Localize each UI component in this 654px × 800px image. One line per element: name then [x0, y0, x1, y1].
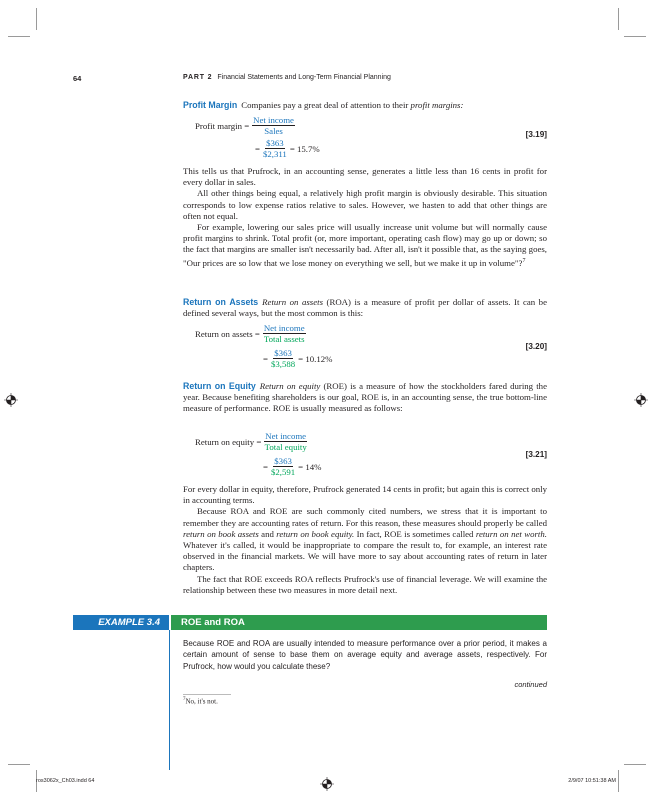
paragraph: All other things being equal, a relatively high profit margin is obviously desirable. This situation corresponds to low expense ratios relative to sales. However, we hasten to add that other things are often not equal. [183, 188, 547, 221]
running-head [183, 74, 391, 81]
slug-file: ros3062x_Ch03.indd 64 [36, 778, 95, 784]
example-rule [169, 630, 170, 770]
registration-mark-icon [634, 393, 648, 407]
footnote: $^7$No, it's not. [183, 697, 218, 706]
registration-mark-icon [4, 393, 18, 407]
footnote-rule [183, 694, 231, 695]
section-heading-profit-margin: Profit Margin [183, 100, 238, 110]
example-text: Because ROE and ROA are usually intended to measure performance over a prior period, it makes a certain amount of sense to base them on average equity and average assets, respectively. For Prufrock, how would you calculate these? [183, 639, 547, 671]
crop-mark [8, 36, 30, 37]
fraction: $\frac{\text{Net income}}{\text{Total equity}}$ [264, 431, 307, 452]
crop-mark [36, 8, 37, 30]
crop-mark [624, 36, 646, 37]
example-title: ROE and ROA [171, 615, 547, 630]
section-heading-roe: Return on Equity [183, 381, 256, 391]
registration-mark-icon [320, 777, 334, 791]
crop-mark [618, 8, 619, 30]
profit-margin-intro: Profit Margin Companies pay a great deal of attention to their profit margins: [183, 100, 464, 110]
crop-mark [618, 770, 619, 792]
roe-body [183, 484, 547, 596]
crop-mark [624, 764, 646, 765]
equation-roa: Return on assets = $\frac{\text{Net income}}{\text{Total assets}}$ = $\frac{\$363}{\$3,588}$ = 10.12% [3.20] [195, 323, 547, 369]
example-label: EXAMPLE 3.4 [73, 615, 169, 630]
equation-number: [3.19] [525, 130, 547, 139]
equation-number: [3.20] [525, 342, 547, 351]
fraction: $\frac{\text{Net income}}{\text{Sales}}$ [253, 115, 294, 136]
fraction: $\frac{\text{Net income}}{\text{Total assets}}$ [263, 323, 305, 344]
slug-timestamp: 2/9/07 10:51:38 AM [568, 778, 616, 784]
eq-label: Return on equity = [195, 436, 262, 447]
paragraph: For example, lowering our sales price will usually increase unit volume but will normally cause profit margins to shrink. Total profit (or, more important, operating cash flow) may go up or down; so the fact that margins are smaller isn't necessarily bad. After all, isn't it possible that, as the saying goes, "Our prices are so low that we lose money on everything we sell, but we make it up in volume"?$^7$ [183, 222, 547, 268]
eq-label: Return on assets = [195, 328, 260, 339]
paragraph: This tells us that Prufrock, in an accounting sense, generates a little less than 16 cents in profit for every dollar in sales. [183, 166, 547, 188]
paragraph: For every dollar in equity, therefore, Prufrock generated 14 cents in profit; but again this is correct only in accounting terms. [183, 484, 547, 506]
fraction: $\frac{\$363}{\$3,588}$ [270, 348, 296, 369]
paragraph: The fact that ROE exceeds ROA reflects Prufrock's use of financial leverage. We will examine the relationship between these two measures in more detail next. [183, 573, 547, 595]
footnote-ref: 7 [522, 257, 526, 264]
profit-margin-body [183, 166, 547, 269]
part-title: Financial Statements and Long-Term Financial Planning [217, 74, 391, 81]
crop-mark [8, 764, 30, 765]
roe-intro: Return on Equity Return on equity (ROE) is a measure of how the stockholders fared during the year. Because benefiting shareholders is our goal, ROE is, in an accounting sense, the true bottom-line measure of performance. ROE is usually measured as follows: [183, 381, 547, 414]
continued-label: continued [514, 680, 547, 689]
page-number: 64 [73, 74, 82, 83]
section-heading-roa: Return on Assets [183, 297, 259, 307]
part-label: PART 2 [183, 74, 213, 81]
fraction: $\frac{\$363}{\$2,311}$ [262, 138, 287, 159]
equation-profit-margin: Profit margin = $\frac{\text{Net income}}{\text{Sales}}$ = $\frac{\$363}{\$2,311}$ = 15.7% [3.19] [195, 115, 547, 159]
equation-roe: Return on equity = $\frac{\text{Net income}}{\text{Total equity}}$ = $\frac{\$363}{\$2,591}$ = 14% [3.21] [195, 431, 547, 477]
fraction: $\frac{\$363}{\$2,591}$ [270, 456, 296, 477]
equation-number: [3.21] [525, 450, 547, 459]
eq-label: Profit margin = [195, 120, 250, 131]
paragraph: Because ROA and ROE are such commonly cited numbers, we stress that it is important to remember they are accounting rates of return. For this reason, these measures should properly be called return on book assets and return on book equity. In fact, ROE is sometimes called return on net worth. Whatever it's called, it would be inappropriate to compare the result to, for example, an interest rate observed in the financial markets. We will have more to say about accounting rates of return in later chapters. [183, 506, 547, 573]
roa-intro: Return on Assets Return on assets (ROA) is a measure of profit per dollar of assets. It can be defined several ways, but the most common is this: [183, 297, 547, 319]
